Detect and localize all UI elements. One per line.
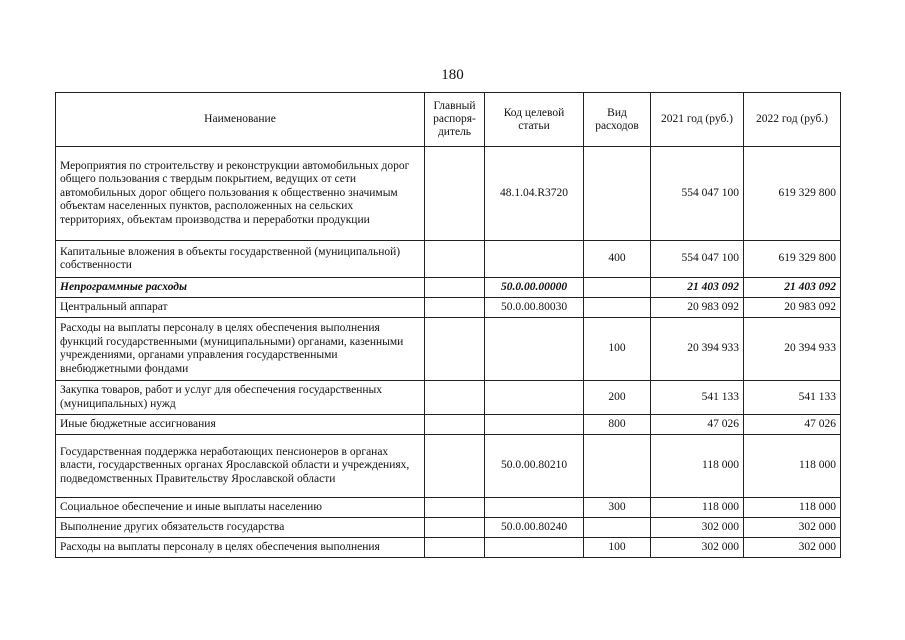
header-type: Вид расходов — [584, 93, 651, 147]
cell-name: Государственная поддержка неработающих пенсионеров в органах власти, государственных органах Ярославской области и учреждениях, подведомственных Правительству Ярославской области — [56, 435, 425, 498]
cell-code: 50.0.00.00000 — [485, 278, 584, 298]
budget-table — [55, 92, 841, 558]
cell-code — [485, 415, 584, 435]
cell-2021: 21 403 092 — [651, 278, 744, 298]
table-row — [56, 538, 841, 558]
cell-manager — [425, 538, 485, 558]
cell-manager — [425, 241, 485, 278]
cell-2021: 118 000 — [651, 498, 744, 518]
table-row — [56, 298, 841, 318]
cell-name: Центральный аппарат — [56, 298, 425, 318]
cell-manager — [425, 415, 485, 435]
cell-name: Капитальные вложения в объекты государственной (муниципальной) собственности — [56, 241, 425, 278]
cell-manager — [425, 318, 485, 381]
cell-2021: 302 000 — [651, 518, 744, 538]
cell-type: 800 — [584, 415, 651, 435]
cell-2021: 20 983 092 — [651, 298, 744, 318]
cell-2022: 302 000 — [744, 518, 841, 538]
cell-name: Социальное обеспечение и иные выплаты населению — [56, 498, 425, 518]
header-code: Код целевой статьи — [485, 93, 584, 147]
cell-2022: 47 026 — [744, 415, 841, 435]
cell-2022: 20 983 092 — [744, 298, 841, 318]
cell-code — [485, 318, 584, 381]
cell-2022: 118 000 — [744, 498, 841, 518]
header-manager: Главный распоря-дитель — [425, 93, 485, 147]
page-number: 180 — [441, 67, 464, 83]
cell-type — [584, 278, 651, 298]
table-row — [56, 435, 841, 498]
cell-2021: 47 026 — [651, 415, 744, 435]
table-row — [56, 518, 841, 538]
cell-name: Расходы на выплаты персоналу в целях обеспечения выполнения — [56, 538, 425, 558]
table-row — [56, 498, 841, 518]
cell-2022: 619 329 800 — [744, 147, 841, 241]
cell-2021: 20 394 933 — [651, 318, 744, 381]
cell-2021: 554 047 100 — [651, 147, 744, 241]
cell-name: Непрограммные расходы — [56, 278, 425, 298]
cell-2022: 20 394 933 — [744, 318, 841, 381]
cell-code — [485, 498, 584, 518]
header-name: Наименование — [56, 93, 425, 147]
cell-code: 50.0.00.80240 — [485, 518, 584, 538]
cell-type: 300 — [584, 498, 651, 518]
cell-code: 48.1.04.R3720 — [485, 147, 584, 241]
cell-2022: 21 403 092 — [744, 278, 841, 298]
table-row — [56, 241, 841, 278]
cell-manager — [425, 298, 485, 318]
cell-2022: 118 000 — [744, 435, 841, 498]
cell-code: 50.0.00.80030 — [485, 298, 584, 318]
cell-manager — [425, 518, 485, 538]
cell-2022: 619 329 800 — [744, 241, 841, 278]
cell-2021: 554 047 100 — [651, 241, 744, 278]
cell-2021: 302 000 — [651, 538, 744, 558]
cell-type — [584, 147, 651, 241]
cell-manager — [425, 435, 485, 498]
cell-type: 400 — [584, 241, 651, 278]
cell-code — [485, 241, 584, 278]
cell-2022: 302 000 — [744, 538, 841, 558]
table-header-row — [56, 93, 841, 147]
header-2022: 2022 год (руб.) — [744, 93, 841, 147]
cell-name: Мероприятия по строительству и реконструкции автомобильных дорог общего пользования с твердым покрытием, ведущих от сети автомобильных дорог общего пользования к общественно значимым объектам населенных пунктов, расположенных на сельских территориях, объектам производства и переработки продукции — [56, 147, 425, 241]
cell-manager — [425, 147, 485, 241]
table-row — [56, 415, 841, 435]
cell-2021: 541 133 — [651, 381, 744, 415]
cell-type — [584, 435, 651, 498]
table-row — [56, 381, 841, 415]
cell-type — [584, 518, 651, 538]
header-2021: 2021 год (руб.) — [651, 93, 744, 147]
cell-name: Иные бюджетные ассигнования — [56, 415, 425, 435]
cell-code: 50.0.00.80210 — [485, 435, 584, 498]
cell-code — [485, 381, 584, 415]
cell-name: Расходы на выплаты персоналу в целях обеспечения выполнения функций государственными (муниципальными) органами, казенными учреждениями, органами управления государственными внебюджетными фондами — [56, 318, 425, 381]
cell-2022: 541 133 — [744, 381, 841, 415]
table-row — [56, 318, 841, 381]
table-row — [56, 278, 841, 298]
cell-code — [485, 538, 584, 558]
cell-name: Выполнение других обязательств государства — [56, 518, 425, 538]
cell-manager — [425, 278, 485, 298]
cell-name: Закупка товаров, работ и услуг для обеспечения государственных (муниципальных) нужд — [56, 381, 425, 415]
cell-2021: 118 000 — [651, 435, 744, 498]
cell-manager — [425, 381, 485, 415]
cell-manager — [425, 498, 485, 518]
cell-type — [584, 298, 651, 318]
cell-type: 100 — [584, 318, 651, 381]
table-row — [56, 147, 841, 241]
cell-type: 100 — [584, 538, 651, 558]
table-body — [56, 147, 841, 558]
cell-type: 200 — [584, 381, 651, 415]
